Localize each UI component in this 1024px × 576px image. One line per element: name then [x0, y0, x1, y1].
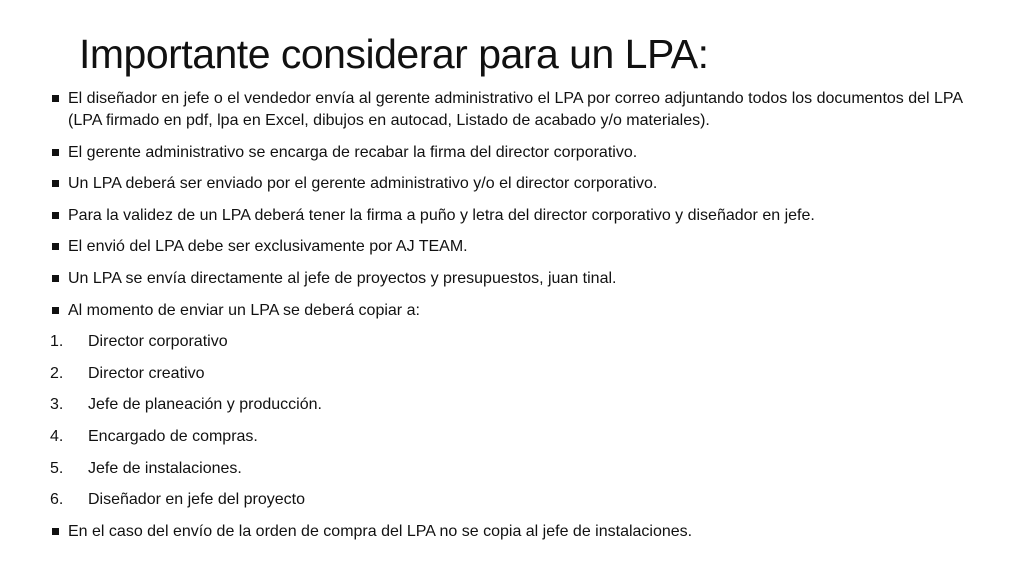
bullet-text: Al momento de enviar un LPA se deberá copiar a:: [68, 301, 420, 319]
bullet-item: [48, 88, 998, 132]
bullet-text: El gerente administrativo se encarga de recabar la firma del director corporativo.: [68, 143, 638, 161]
numbered-item: [48, 331, 998, 353]
bullet-item: [48, 236, 998, 258]
numbered-text: Encargado de compras.: [88, 427, 258, 445]
numbered-item: [48, 426, 998, 448]
numbered-item: [48, 458, 998, 480]
numbered-text: Diseñador en jefe del proyecto: [88, 491, 306, 509]
numbered-item: [48, 489, 998, 511]
slide-title: Importante considerar para un LPA:: [79, 31, 709, 77]
numbered-text: Jefe de instalaciones.: [88, 459, 242, 477]
bullet-text: En el caso del envío de la orden de compra del LPA no se copia al jefe de instalaciones.: [68, 522, 693, 540]
item-number: 5.: [50, 459, 64, 477]
bullet-text: Un LPA deberá ser enviado por el gerente administrativo y/o el director corporativo.: [68, 175, 658, 193]
bullet-item: [48, 173, 998, 195]
bullet-item: [48, 268, 998, 290]
numbered-text: Jefe de planeación y producción.: [88, 396, 322, 414]
bullet-text: Para la validez de un LPA deberá tener la firma a puño y letra del director corporativo y diseñador en jefe.: [68, 206, 815, 224]
numbered-item: [48, 363, 998, 385]
numbered-text: Director creativo: [88, 364, 205, 382]
bullet-text: Un LPA se envía directamente al jefe de proyectos y presupuestos, juan tinal.: [68, 269, 617, 287]
slide-content: [48, 88, 998, 552]
bullet-item: [48, 142, 998, 164]
item-number: 4.: [50, 427, 64, 445]
item-number: 2.: [50, 364, 64, 382]
bullet-item: [48, 205, 998, 227]
bullet-text: El diseñador en jefe o el vendedor envía al gerente administrativo el LPA por correo adjuntando todos los documentos del LPA (LPA firmado en pdf, lpa en Excel, dibujos en autocad, Listado de acabado y/o materiales).: [68, 90, 963, 129]
item-number: 1.: [50, 333, 64, 351]
numbered-item: [48, 394, 998, 416]
item-number: 6.: [50, 491, 64, 509]
bullet-text: El envió del LPA debe ser exclusivamente por AJ TEAM.: [68, 238, 468, 256]
bullet-item: [48, 300, 998, 322]
numbered-text: Director corporativo: [88, 333, 228, 351]
item-number: 3.: [50, 396, 64, 414]
bullet-item: [48, 521, 998, 543]
